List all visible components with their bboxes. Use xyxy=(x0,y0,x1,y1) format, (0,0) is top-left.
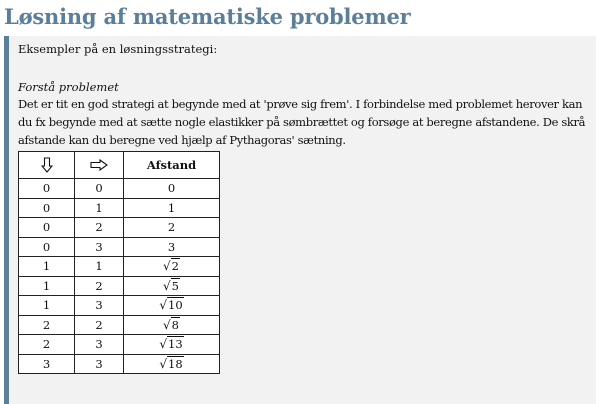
cell-down: 2 xyxy=(19,315,75,335)
square-root-expression xyxy=(163,278,180,293)
intro-text: Eksempler på en løsningsstrategi: xyxy=(18,42,218,56)
cell-right: 2 xyxy=(75,276,124,296)
cell-right: 3 xyxy=(75,354,124,374)
radicand: 13 xyxy=(168,337,183,352)
page-title: Løsning af matematiske problemer xyxy=(4,4,411,29)
header-right xyxy=(75,152,124,179)
square-root-expression xyxy=(163,317,180,332)
cell-right: 1 xyxy=(75,257,124,277)
radical-sign: √ xyxy=(163,317,171,332)
cell-distance xyxy=(124,276,220,296)
section-heading: Forstå problemet xyxy=(18,80,119,94)
square-root-expression xyxy=(159,297,183,312)
strategy-paragraph: Det er tit en god strategi at begynde med at 'prøve sig frem'. I forbindelse med problemet herover kan du fx begynde med at sætte nogle elastikker på sømbrættet og forsøge at beregne afstandene. De skrå afstande kan du beregne ved hjælp af Pythagoras' sætning. xyxy=(18,97,586,147)
cell-distance xyxy=(124,296,220,316)
cell-distance: 3 xyxy=(124,237,220,257)
cell-down: 1 xyxy=(19,257,75,277)
cell-right: 3 xyxy=(75,335,124,355)
cell-down: 0 xyxy=(19,179,75,199)
cell-down: 0 xyxy=(19,237,75,257)
cell-down: 1 xyxy=(19,276,75,296)
square-root-expression xyxy=(159,356,183,371)
square-root-expression xyxy=(163,258,180,273)
table-row xyxy=(19,237,220,257)
cell-right: 2 xyxy=(75,315,124,335)
radical-sign: √ xyxy=(163,278,171,293)
table-header-row xyxy=(19,152,220,179)
down-arrow-icon xyxy=(19,157,74,173)
cell-right: 0 xyxy=(75,179,124,199)
distance-table xyxy=(18,151,220,374)
cell-distance xyxy=(124,315,220,335)
square-root-expression xyxy=(159,336,183,351)
table-row xyxy=(19,276,220,296)
right-arrow-icon xyxy=(75,159,123,171)
radicand: 2 xyxy=(171,259,179,274)
cell-distance: 2 xyxy=(124,218,220,238)
radicand: 10 xyxy=(168,298,183,313)
table-row xyxy=(19,296,220,316)
cell-distance: 0 xyxy=(124,179,220,199)
table-row xyxy=(19,257,220,277)
cell-down: 0 xyxy=(19,198,75,218)
content-box xyxy=(4,36,596,404)
cell-right: 2 xyxy=(75,218,124,238)
radical-sign: √ xyxy=(159,337,167,352)
radicand: 5 xyxy=(171,278,179,293)
radical-sign: √ xyxy=(159,298,167,313)
cell-distance: 1 xyxy=(124,198,220,218)
cell-right: 1 xyxy=(75,198,124,218)
cell-distance xyxy=(124,335,220,355)
header-distance: Afstand xyxy=(124,152,220,179)
cell-down: 3 xyxy=(19,354,75,374)
cell-right: 3 xyxy=(75,237,124,257)
header-down xyxy=(19,152,75,179)
radical-sign: √ xyxy=(159,356,167,371)
radical-sign: √ xyxy=(163,259,171,274)
table-row xyxy=(19,179,220,199)
cell-distance xyxy=(124,257,220,277)
cell-down: 1 xyxy=(19,296,75,316)
radicand: 8 xyxy=(171,317,179,332)
table-row xyxy=(19,198,220,218)
cell-down: 0 xyxy=(19,218,75,238)
table-row xyxy=(19,315,220,335)
table-row xyxy=(19,354,220,374)
radicand: 18 xyxy=(168,356,183,371)
table-row xyxy=(19,218,220,238)
cell-down: 2 xyxy=(19,335,75,355)
cell-distance xyxy=(124,354,220,374)
table-row xyxy=(19,335,220,355)
cell-right: 3 xyxy=(75,296,124,316)
